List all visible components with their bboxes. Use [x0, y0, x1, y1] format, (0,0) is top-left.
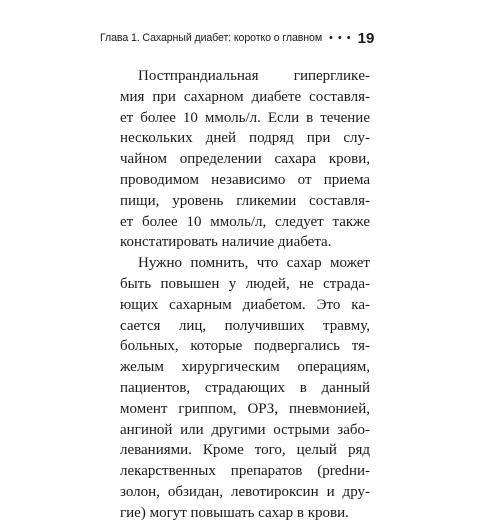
text-line: сается лиц, получивших травму,	[120, 317, 370, 334]
text-line: Постпрандиальная гипергликe-	[138, 68, 370, 84]
running-header	[100, 30, 394, 46]
header-dots: •••	[329, 32, 356, 44]
text-line: желым хирургическим операциям,	[120, 359, 370, 376]
text-line: мия при сахарном диабете составля-	[120, 88, 370, 105]
page-body	[120, 66, 370, 524]
page-number: 19	[357, 29, 375, 47]
paragraph-2	[120, 253, 370, 523]
text-line: леваниями. Кроме того, целый ряд	[120, 442, 370, 459]
text-line: чайном определении сахара крови,	[120, 151, 370, 168]
text-line: пищи, уровень гликемии составля-	[120, 192, 370, 209]
text-line: момент гриппом, ОРЗ, пневмонией,	[120, 400, 370, 417]
text-line: быть повышен у людей, не страда-	[120, 275, 370, 292]
text-line: проводимом независимо от приема	[120, 171, 370, 188]
text-line: нескольких дней подряд при слу-	[120, 130, 370, 147]
chapter-title: Глава 1. Сахарный диабет: коротко о главном	[100, 32, 323, 44]
text-line: золон, обзидан, левотироксин и дру-	[120, 483, 370, 500]
text-line: пациентов, страдающих в данный	[120, 379, 370, 396]
paragraph-1	[120, 66, 370, 253]
text-line: констатировать наличие диабета.	[120, 234, 332, 251]
text-line: лекарственных препаратов (predни-	[120, 463, 370, 480]
text-line: ет более 10 ммоль/л. Если в течение	[120, 109, 370, 126]
text-line: ет более 10 ммоль/л, следует также	[120, 213, 370, 230]
text-line: ангиной или другими острыми забо-	[120, 421, 370, 438]
text-line: гие) могут повышать сахар в крови.	[120, 504, 349, 521]
text-line: больных, которые подвергались тя-	[120, 338, 370, 355]
text-line: ющих сахарным диабетом. Это ка-	[120, 296, 370, 313]
text-line: Нужно помнить, что сахар может	[138, 255, 370, 272]
